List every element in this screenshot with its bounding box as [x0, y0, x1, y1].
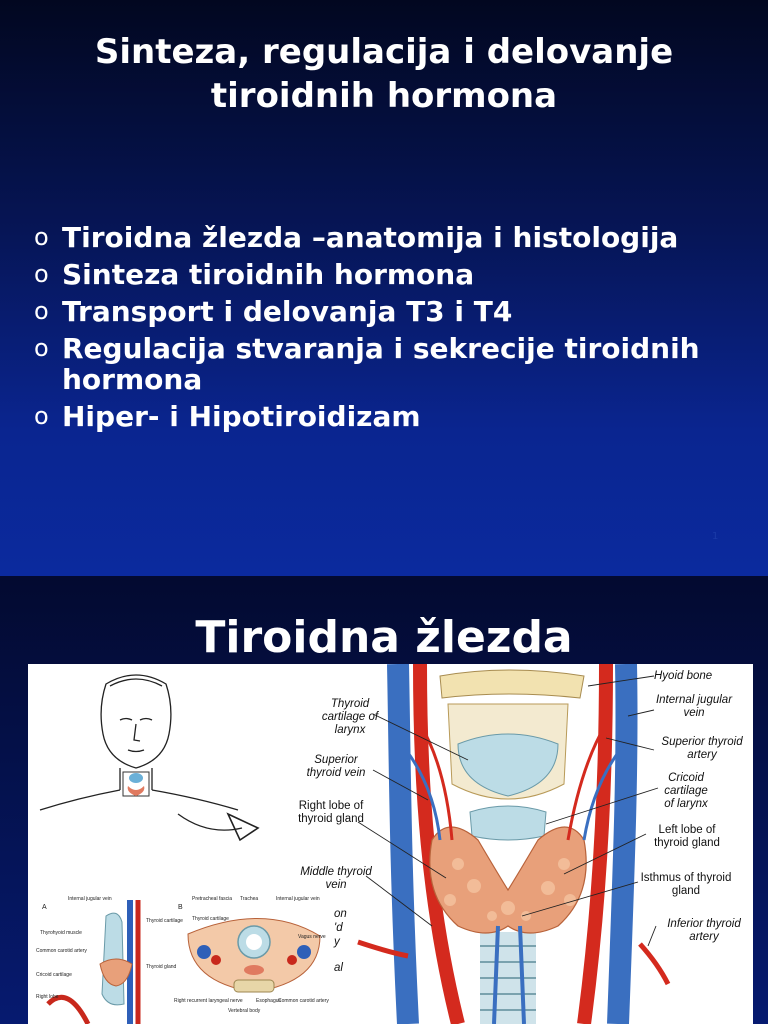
inset-a-label: Thyroid gland [146, 964, 177, 970]
cross-section-inset [36, 896, 330, 1024]
inset-b-label: Vertebral body [228, 1008, 261, 1014]
inset-b-label: Thyroid cartilage [192, 916, 229, 922]
inset-b-label: Right recurrent laryngeal nerve [174, 998, 243, 1004]
inset-b-label: Vagus nerve [298, 934, 326, 940]
label-thyroid-cartilage: Thyroid cartilage of larynx [321, 698, 379, 736]
bullet-marker: o [34, 297, 49, 325]
label-isthmus: Isthmus of thyroid gland [640, 872, 732, 897]
bullet-text: Regulacija stvaranja i sekrecije tiroidnih hormona [62, 332, 700, 396]
bullet-text: Transport i delovanja T3 i T4 [62, 295, 513, 328]
inset-a-label: Cricoid cartilage [36, 972, 72, 978]
bullet-marker: o [34, 334, 49, 362]
bullet-item [34, 296, 744, 327]
label-internal-jugular-vein: Internal jugular vein [655, 694, 733, 719]
page-number: 1 [712, 531, 719, 542]
bullet-marker: o [34, 223, 49, 251]
label-right-lobe: Right lobe of thyroid gland [298, 800, 364, 825]
bullet-marker: o [34, 260, 49, 288]
label-superior-thyroid-vein: Superior thyroid vein [306, 754, 366, 779]
partial-label: 'd [334, 922, 343, 934]
slide-2-title: Tiroidna žlezda [195, 612, 573, 663]
label-left-lobe: Left lobe of thyroid gland [654, 824, 720, 849]
neck-thyroid-box [123, 772, 149, 796]
head-sketch [40, 675, 258, 840]
inset-b-label: Pretracheal fascia [192, 896, 233, 902]
topic-list [34, 222, 744, 438]
inset-a-label: Thyroid cartilage [146, 918, 183, 924]
partial-label: on [334, 908, 347, 920]
label-superior-thyroid-artery: Superior thyroid artery [661, 736, 743, 761]
neck-anatomy-drawing [358, 664, 668, 1024]
label-middle-thyroid-vein: Middle thyroid vein [300, 866, 372, 891]
bullet-text: Hiper- i Hipotiroidizam [62, 400, 421, 433]
partial-label: y [334, 936, 340, 948]
thyroid-anatomy-figure [28, 664, 753, 1024]
bullet-item [34, 259, 744, 290]
inset-a-label: Right lobe [36, 994, 59, 1000]
inset-b-label: Common carotid artery [278, 998, 329, 1004]
label-inferior-thyroid-artery: Inferior thyroid artery [667, 918, 741, 943]
inset-b-label: Esophagus [256, 998, 282, 1004]
inset-a-label: Internal jugular vein [68, 896, 112, 902]
bullet-text: Sinteza tiroidnih hormona [62, 258, 475, 291]
inset-a-marker: A [42, 904, 47, 911]
bullet-text: Tiroidna žlezda –anatomija i histologija [62, 221, 679, 254]
bullet-item [34, 333, 744, 395]
slide-2 [0, 576, 768, 1024]
inset-a-label: Thyrohyoid muscle [40, 930, 82, 936]
bullet-marker: o [34, 402, 49, 430]
label-cricoid-cartilage: Cricoid cartilage of larynx [664, 772, 708, 810]
label-hyoid-bone: Hyoid bone [654, 670, 713, 682]
partial-label: al [334, 962, 343, 974]
title-line-1: Sinteza, regulacija i delovanje [94, 32, 674, 72]
bullet-item [34, 401, 744, 432]
inset-b-marker: B [178, 904, 183, 911]
inset-b-label: Internal jugular vein [276, 896, 320, 902]
inset-b-label: Trachea [240, 896, 259, 902]
bullet-item [34, 222, 744, 253]
title-line-2: tiroidnih hormona [210, 76, 558, 116]
slide-1-title [40, 30, 728, 118]
inset-a-label: Common carotid artery [36, 948, 87, 954]
